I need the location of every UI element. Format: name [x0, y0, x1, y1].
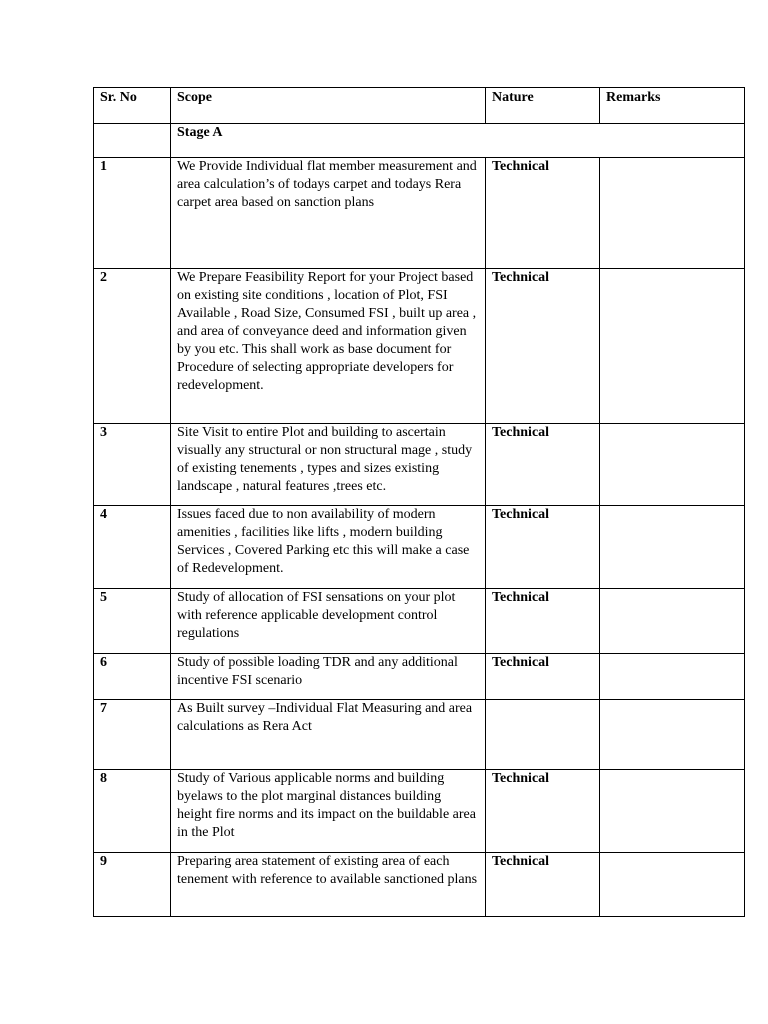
row-nature — [486, 700, 600, 770]
header-scope: Scope — [171, 88, 486, 124]
row-number: 7 — [94, 700, 171, 770]
row-nature: Technical — [486, 589, 600, 654]
row-scope: Study of possible loading TDR and any additional incentive FSI scenario — [171, 654, 486, 700]
table-row — [94, 424, 745, 506]
row-number: 3 — [94, 424, 171, 506]
row-nature: Technical — [486, 269, 600, 424]
row-number: 2 — [94, 269, 171, 424]
table-row — [94, 589, 745, 654]
row-nature: Technical — [486, 770, 600, 853]
row-number: 6 — [94, 654, 171, 700]
row-number: 8 — [94, 770, 171, 853]
row-nature: Technical — [486, 654, 600, 700]
row-number: 5 — [94, 589, 171, 654]
row-nature: Technical — [486, 506, 600, 589]
scope-table — [93, 87, 745, 917]
row-nature: Technical — [486, 158, 600, 269]
table-row — [94, 770, 745, 853]
row-remarks — [600, 506, 745, 589]
header-row — [94, 88, 745, 124]
stage-label: Stage A — [171, 124, 745, 158]
row-scope: Preparing area statement of existing area of each tenement with reference to available sanctioned plans — [171, 853, 486, 917]
row-scope: We Prepare Feasibility Report for your Project based on existing site conditions , location of Plot, FSI Available , Road Size, Consumed FSI , built up area , and area of conveyance deed and information given by you etc. This shall work as base document for Procedure of selecting appropriate developers for redevelopment. — [171, 269, 486, 424]
header-sr-no: Sr. No — [94, 88, 171, 124]
row-scope: Study of Various applicable norms and building byelaws to the plot marginal distances building height fire norms and its impact on the buildable area in the Plot — [171, 770, 486, 853]
row-scope: As Built survey –Individual Flat Measuring and area calculations as Rera Act — [171, 700, 486, 770]
row-remarks — [600, 770, 745, 853]
header-nature: Nature — [486, 88, 600, 124]
row-remarks — [600, 654, 745, 700]
row-number: 4 — [94, 506, 171, 589]
row-nature: Technical — [486, 424, 600, 506]
row-scope: Study of allocation of FSI sensations on your plot with reference applicable development control regulations — [171, 589, 486, 654]
row-remarks — [600, 700, 745, 770]
table-row — [94, 654, 745, 700]
table-row — [94, 506, 745, 589]
row-nature: Technical — [486, 853, 600, 917]
row-number: 1 — [94, 158, 171, 269]
row-remarks — [600, 158, 745, 269]
table-row — [94, 700, 745, 770]
stage-empty-cell — [94, 124, 171, 158]
header-remarks: Remarks — [600, 88, 745, 124]
row-scope: We Provide Individual flat member measurement and area calculation’s of todays carpet and todays Rera carpet area based on sanction plans — [171, 158, 486, 269]
row-scope: Site Visit to entire Plot and building to ascertain visually any structural or non structural mage , study of existing tenements , types and sizes existing landscape , natural features ,trees etc. — [171, 424, 486, 506]
table-row — [94, 158, 745, 269]
row-remarks — [600, 269, 745, 424]
row-remarks — [600, 853, 745, 917]
table-row — [94, 269, 745, 424]
table-row — [94, 853, 745, 917]
stage-row — [94, 124, 745, 158]
row-scope: Issues faced due to non availability of modern amenities , facilities like lifts , modern building Services , Covered Parking etc this will make a case of Redevelopment. — [171, 506, 486, 589]
row-remarks — [600, 424, 745, 506]
row-remarks — [600, 589, 745, 654]
row-number: 9 — [94, 853, 171, 917]
